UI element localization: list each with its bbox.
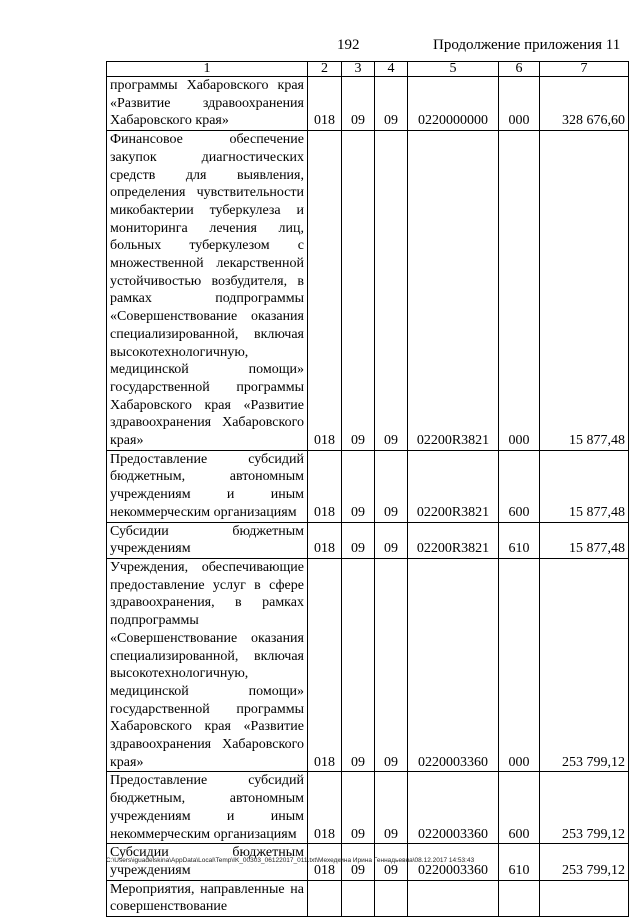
expense-type-code: 600 [499, 772, 540, 844]
subsection-code: 09 [375, 522, 408, 558]
subsection-code: 09 [375, 450, 408, 522]
amount: 15 877,48 [540, 522, 629, 558]
expense-type-code: 000 [499, 558, 540, 771]
row-name: Предоставление субсидий бюджетным, автономным учреждениям и иным некоммерческим организациям [107, 772, 308, 844]
target-article-code: 0220003360 [408, 844, 499, 880]
table-row [107, 880, 629, 916]
row-name: Субсидии бюджетным учреждениям [107, 844, 308, 880]
row-name: Мероприятия, направленные на совершенствование [107, 880, 308, 916]
ministry-code: 018 [308, 77, 342, 131]
ministry-code: 018 [308, 558, 342, 771]
table-row [107, 522, 629, 558]
target-article-code: 0220003360 [408, 772, 499, 844]
subsection-code: 09 [375, 558, 408, 771]
column-header-7: 7 [540, 62, 629, 77]
expense-type-code: 610 [499, 522, 540, 558]
subsection-code: 09 [375, 844, 408, 880]
amount [540, 880, 629, 916]
target-article-code: 0220003360 [408, 558, 499, 771]
section-code: 09 [342, 844, 375, 880]
section-code: 09 [342, 558, 375, 771]
target-article-code: 0220000000 [408, 77, 499, 131]
subsection-code [375, 880, 408, 916]
target-article-code [408, 880, 499, 916]
budget-table [106, 61, 629, 917]
section-code [342, 880, 375, 916]
target-article-code: 02200R3821 [408, 450, 499, 522]
section-code: 09 [342, 522, 375, 558]
file-path-footer: C:\Users\iguadelskina\AppData\Local\Temp\IK_00303_06122017_011.txt\Мехедкина Ирина Геннадьевна\08.12.2017 14:53:43 [106, 857, 475, 864]
section-code: 09 [342, 450, 375, 522]
row-name: программы Хабаровского края «Развитие здравоохранения Хабаровского края» [107, 77, 308, 131]
amount: 328 676,60 [540, 77, 629, 131]
target-article-code: 02200R3821 [408, 522, 499, 558]
subsection-code: 09 [375, 131, 408, 451]
table-row [107, 450, 629, 522]
ministry-code: 018 [308, 522, 342, 558]
ministry-code [308, 880, 342, 916]
expense-type-code: 000 [499, 77, 540, 131]
column-header-3: 3 [342, 62, 375, 77]
ministry-code: 018 [308, 844, 342, 880]
table-row [107, 77, 629, 131]
amount: 253 799,12 [540, 772, 629, 844]
amount: 253 799,12 [540, 558, 629, 771]
ministry-code: 018 [308, 450, 342, 522]
target-article-code: 02200R3821 [408, 131, 499, 451]
subsection-code: 09 [375, 772, 408, 844]
row-name: Учреждения, обеспечивающие предоставление услуг в сфере здравоохранения, в рамках подпрограммы «Совершенствование оказания специализированной, включая высокотехнологичную, медицинской помощи» государственной программы Хабаровского края «Развитие здравоохранения Хабаровского края» [107, 558, 308, 771]
row-name: Субсидии бюджетным учреждениям [107, 522, 308, 558]
column-header-2: 2 [308, 62, 342, 77]
row-name: Предоставление субсидий бюджетным, автономным учреждениям и иным некоммерческим организациям [107, 450, 308, 522]
section-code: 09 [342, 131, 375, 451]
amount: 253 799,12 [540, 844, 629, 880]
table-row [107, 131, 629, 451]
amount: 15 877,48 [540, 131, 629, 451]
column-header-1: 1 [107, 62, 308, 77]
ministry-code: 018 [308, 772, 342, 844]
column-number-row [107, 62, 629, 77]
page-number: 192 [337, 37, 360, 53]
appendix-caption: Продолжение приложения 11 [433, 37, 621, 53]
ministry-code: 018 [308, 131, 342, 451]
expense-type-code: 610 [499, 844, 540, 880]
subsection-code: 09 [375, 77, 408, 131]
column-header-6: 6 [499, 62, 540, 77]
column-header-4: 4 [375, 62, 408, 77]
column-header-5: 5 [408, 62, 499, 77]
expense-type-code [499, 880, 540, 916]
table-row [107, 772, 629, 844]
section-code: 09 [342, 772, 375, 844]
amount: 15 877,48 [540, 450, 629, 522]
expense-type-code: 600 [499, 450, 540, 522]
expense-type-code: 000 [499, 131, 540, 451]
row-name: Финансовое обеспечение закупок диагностических средств для выявления, определения чувствительности микобактерии туберкулеза и мониторинга лечения лиц, больных туберкулезом с множественной лекарственной устойчивостью возбудителя, в рамках подпрограммы «Совершенствование оказания специализированной, включая высокотехнологичную, медицинской помощи» государственной программы Хабаровского края «Развитие здравоохранения Хабаровского края» [107, 131, 308, 451]
section-code: 09 [342, 77, 375, 131]
table-row [107, 558, 629, 771]
